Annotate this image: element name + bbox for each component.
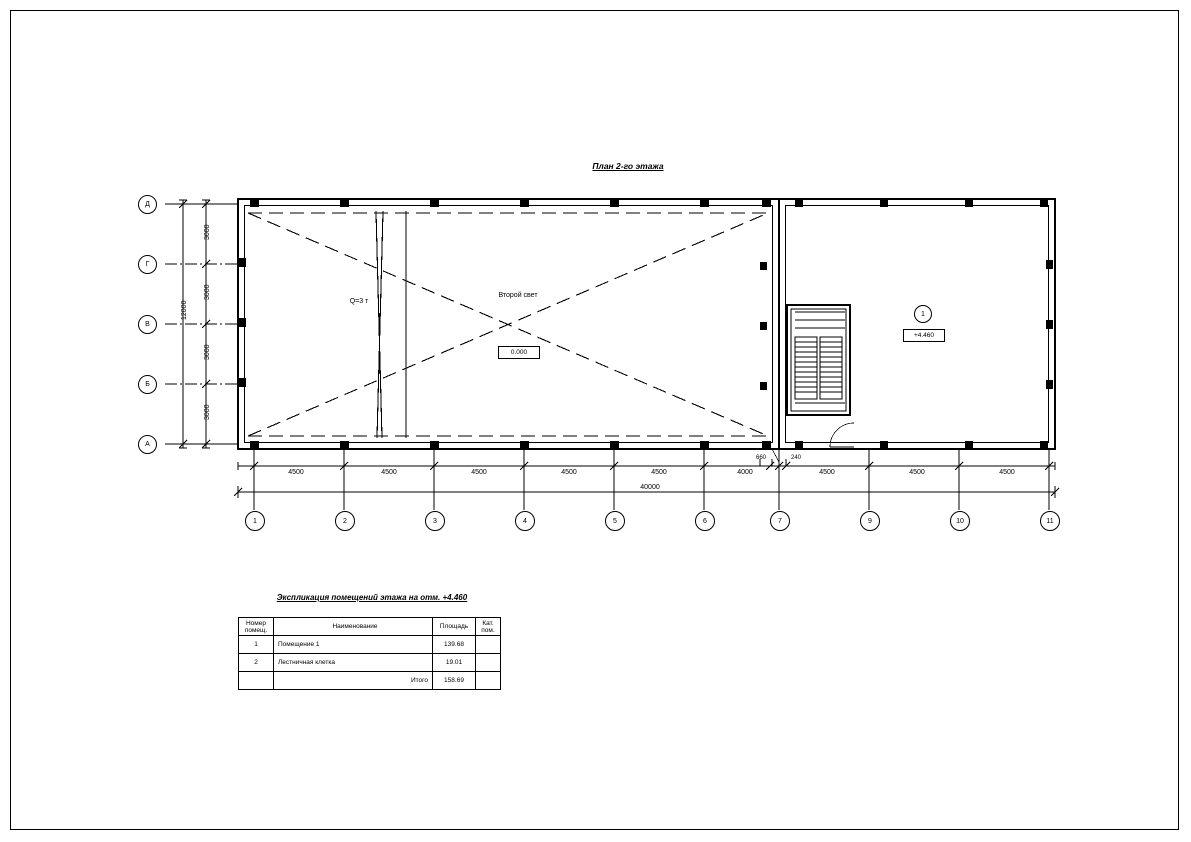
level-mark-446: +4.460: [903, 329, 945, 342]
table-total-row: [239, 672, 501, 690]
horizontal-dim-8: 4500: [999, 469, 1015, 476]
room-number-marker[interactable]: 1: [914, 305, 932, 323]
cell-name: Лестничная клетка: [274, 654, 433, 672]
axis-marker-horizontal-4[interactable]: 4: [515, 511, 535, 531]
header-category-line2: пом.: [481, 626, 495, 634]
horizontal-dim-7: 4500: [909, 469, 925, 476]
table-row: [239, 636, 501, 654]
header-number-line2: помещ.: [244, 626, 268, 634]
horizontal-dim-4: 4500: [651, 469, 667, 476]
table-row: [239, 654, 501, 672]
crane-capacity-label: Q=3 т: [349, 298, 369, 305]
axis-marker-horizontal-1[interactable]: 1: [245, 511, 265, 531]
axis-marker-vertical-1[interactable]: Г: [138, 255, 157, 274]
plan-title: План 2-го этажа: [592, 161, 664, 171]
axis-marker-horizontal-6[interactable]: 6: [695, 511, 715, 531]
axis-marker-horizontal-11[interactable]: 11: [1040, 511, 1060, 531]
axis-marker-horizontal-10[interactable]: 10: [950, 511, 970, 531]
axis-marker-vertical-0[interactable]: Д: [138, 195, 157, 214]
cell-name: Помещение 1: [274, 636, 433, 654]
cell-number: 2: [239, 654, 274, 672]
header-area: Площадь: [433, 618, 476, 636]
horizontal-dim-3: 4500: [561, 469, 577, 476]
level-mark-0: 0.000: [498, 346, 540, 359]
axis-marker-horizontal-9[interactable]: 9: [860, 511, 880, 531]
total-label: Итого: [274, 672, 433, 690]
cell-number: 1: [239, 636, 274, 654]
cell-category: [476, 636, 501, 654]
axis-marker-vertical-4[interactable]: А: [138, 435, 157, 454]
total-category: [476, 672, 501, 690]
small-dim-0: 660: [755, 455, 767, 461]
cell-area: 139.68: [433, 636, 476, 654]
horizontal-dim-1: 4500: [381, 469, 397, 476]
horizontal-dim-5: 4000: [737, 469, 753, 476]
horizontal-dim-0: 4500: [288, 469, 304, 476]
total-spacer: [239, 672, 274, 690]
header-name: Наименование: [274, 618, 433, 636]
header-category-line1: Кат.: [482, 619, 494, 627]
header-number-line1: Номер: [245, 619, 266, 627]
second-light-label: Второй свет: [498, 292, 538, 299]
cell-category: [476, 654, 501, 672]
horizontal-dim-2: 4500: [471, 469, 487, 476]
axis-marker-horizontal-7[interactable]: 7: [770, 511, 790, 531]
axis-marker-vertical-3[interactable]: Б: [138, 375, 157, 394]
header-number: [239, 618, 274, 636]
horizontal-dim-6: 4500: [819, 469, 835, 476]
axis-marker-vertical-2[interactable]: В: [138, 315, 157, 334]
axis-marker-horizontal-2[interactable]: 2: [335, 511, 355, 531]
cell-area: 19.01: [433, 654, 476, 672]
explication-table: [238, 617, 501, 690]
header-category: [476, 618, 501, 636]
vertical-dim-3: 3000: [204, 404, 211, 420]
vertical-dim-total: 12000: [181, 300, 188, 320]
small-dim-1: 240: [790, 455, 802, 461]
axis-marker-horizontal-5[interactable]: 5: [605, 511, 625, 531]
horizontal-dim-total: 40000: [640, 484, 660, 491]
sheet-border: [10, 10, 1179, 830]
vertical-dim-2: 3000: [204, 344, 211, 360]
vertical-dim-0: 3000: [204, 224, 211, 240]
axis-marker-horizontal-3[interactable]: 3: [425, 511, 445, 531]
table-header-row: [239, 618, 501, 636]
explication-title: Экспликация помещений этажа на отм. +4.460: [276, 593, 468, 602]
vertical-dim-1: 3000: [204, 284, 211, 300]
total-area: 158.69: [433, 672, 476, 690]
